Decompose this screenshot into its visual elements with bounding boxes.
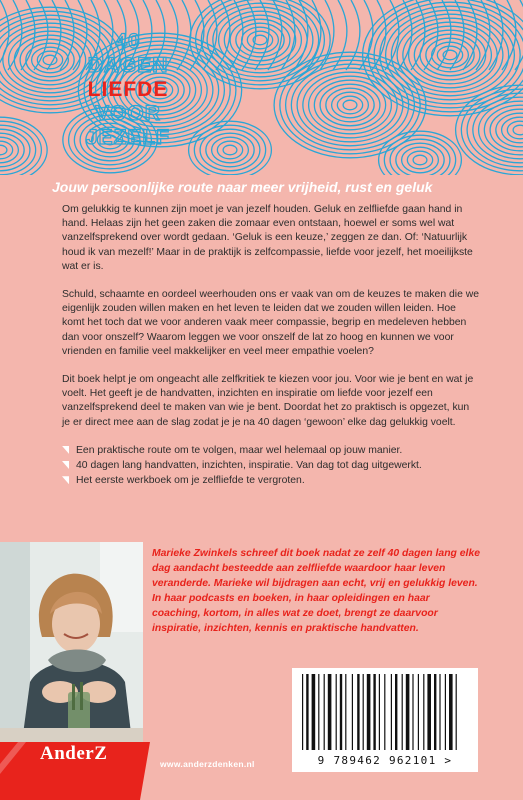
- feature-list: [62, 444, 480, 489]
- blurb-paragraph: Om gelukkig te kunnen zijn moet je van jezelf houden. Geluk en zelfliefde gaan hand in hand. Helaas zijn het geen zaken die zomaar even ontstaan, hoewel er soms wel wat vanzelfsprekend over wordt gedaan. ‘Geluk is een keuze,’ zeggen ze dan. Of: ‘Natuurlijk houd ik van mezelf!’ Maar in de praktijk is zelfcompassie, liefde voor jezelf, het moeilijkste wat er is.: [62, 204, 473, 272]
- book-title: [58, 30, 198, 150]
- feature-item: 40 dagen lang handvatten, inzichten, inspiratie. Van dag tot dag uitgewerkt.: [62, 459, 480, 473]
- publisher-website: www.anderzdenken.nl: [160, 759, 255, 769]
- title-line: DAGEN: [87, 54, 169, 77]
- bullet-icon: [62, 461, 69, 469]
- blurb-paragraph: Dit boek helpt je om ongeacht alle zelfkritiek te kiezen voor jou. Voor wie je bent en wat je voelt. Het geeft je de handvatten, inzichten en inspiratie om liefde voor jezelf een vanzelfsprekend deel te maken van wie je bent. Doordat het zo praktisch is opgezet, kun je er direct mee aan de slag zodat je je na 40 dagen ‘gewoon’ elke dag gelukkig voelt.: [62, 374, 474, 428]
- bullet-icon: [62, 476, 69, 484]
- blurb-body: [62, 203, 480, 489]
- publisher-logo: AnderZ: [40, 743, 108, 764]
- feature-item: Een praktische route om te volgen, maar wel helemaal op jouw manier.: [62, 444, 480, 458]
- feature-item: Het eerste werkboek om je zelfliefde te vergroten.: [62, 474, 480, 488]
- bullet-icon: [62, 446, 69, 454]
- blurb-paragraph: Schuld, schaamte en oordeel weerhouden ons er vaak van om de keuzes te maken die we eigenlijk zouden willen maken en het leven te leiden dat we zouden willen leiden. Hoe komt het toch dat we voor anderen vaak meer compassie, begrip en medeleven hebben dan voor onszelf? Waarom leggen we voor onszelf de lat zo hoog en kunnen we voor vrienden en familie veel makkelijker en veel meer empathie voelen?: [62, 289, 480, 357]
- title-line: JEZELF: [85, 126, 171, 149]
- isbn-digits: 9 789462 962101 >: [317, 754, 453, 767]
- author-bio: Marieke Zwinkels schreef dit boek nadat ze zelf 40 dagen lang elke dag aandacht besteedde aan zelfliefde waardoor haar leven veranderde. Marieke wil bijdragen aan echt, vrij en gelukkig leven. In haar podcasts en boeken, in haar opleidingen en haar coaching, kortom, in alles wat ze doet, brengt ze daarvoor inspiratie, inzichten, kennis en praktische handvatten.: [152, 548, 481, 634]
- title-line: 40: [115, 30, 141, 53]
- title-line: VOOR: [95, 102, 161, 125]
- book-subtitle: Jouw persoonlijke route naar meer vrijheid, rust en geluk: [52, 179, 433, 195]
- title-line: LIEFDE: [87, 78, 169, 101]
- author-photo: [0, 542, 143, 742]
- isbn-barcode: [292, 668, 478, 772]
